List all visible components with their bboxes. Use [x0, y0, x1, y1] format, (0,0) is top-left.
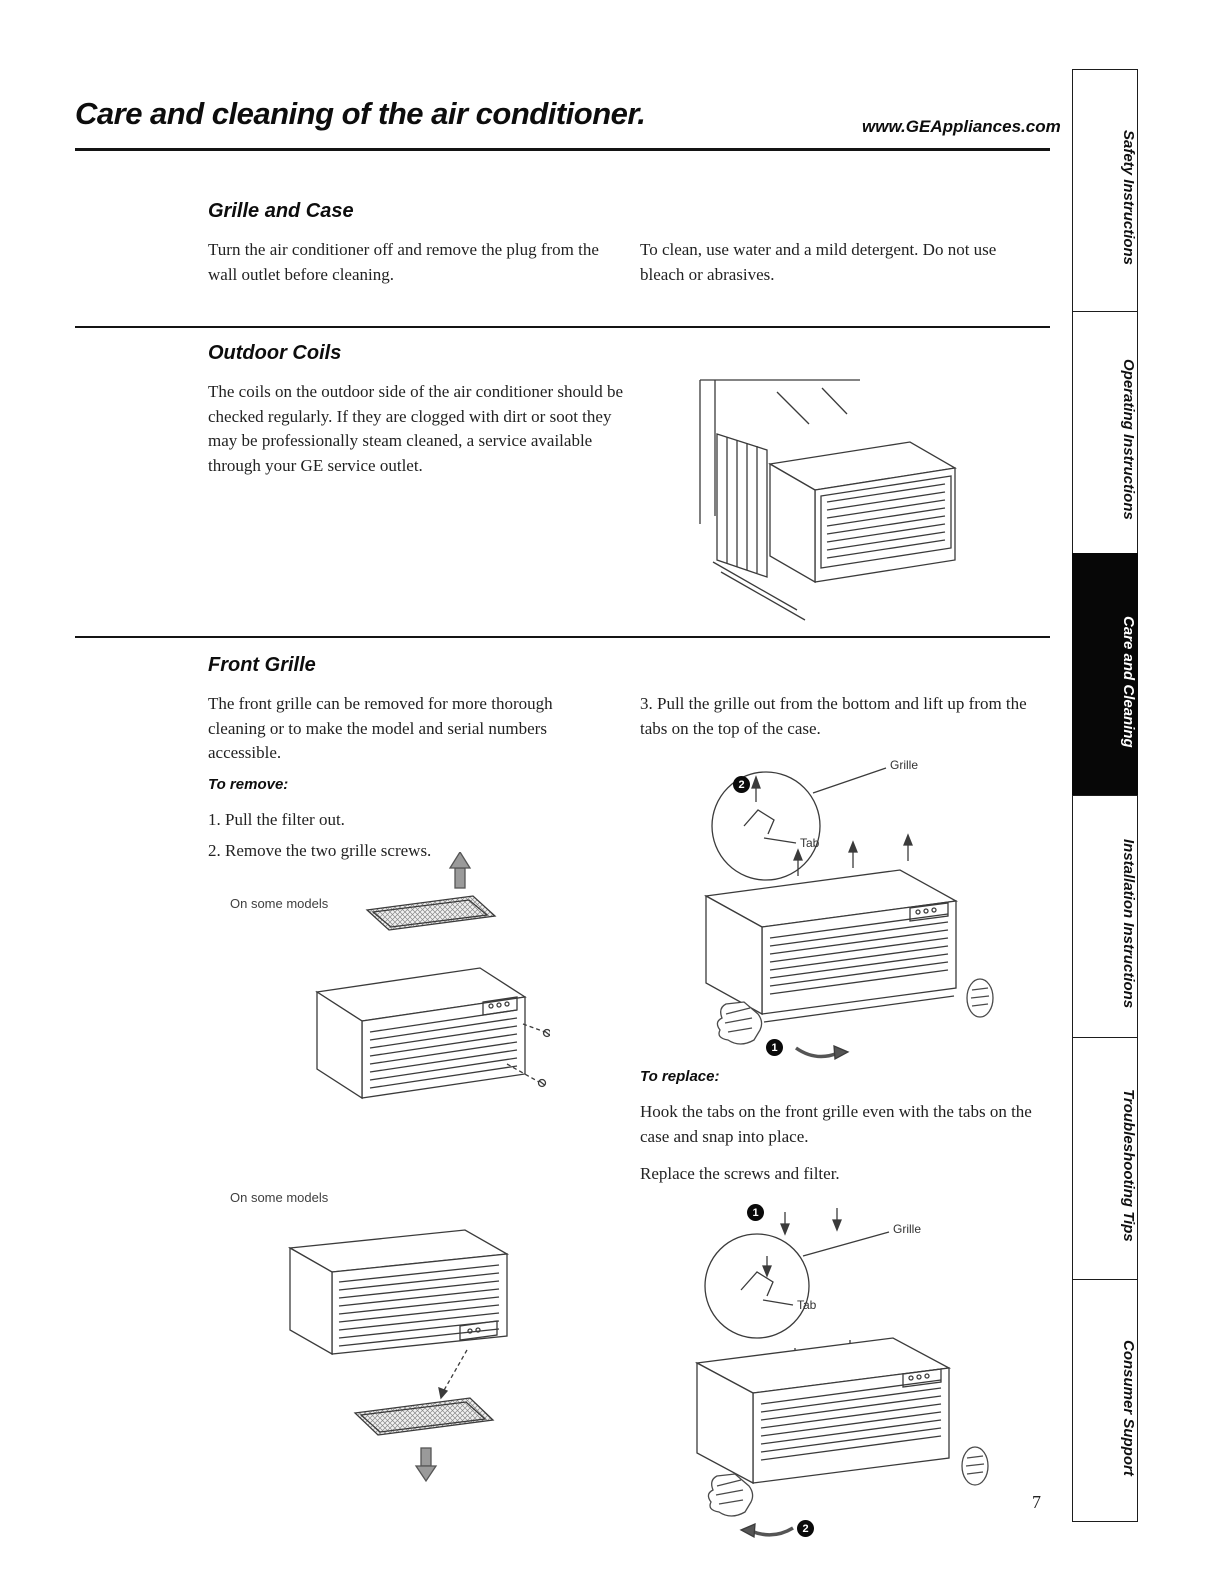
page-number: 7 [1032, 1492, 1041, 1512]
grille-callout-label-1: Grille [890, 758, 919, 772]
outdoor-coils-text: The coils on the outdoor side of the air conditioner should be checked regularly. If they are clogged with dirt or soot they may be professionally steam cleaned, a service available through your GE service outlet. [208, 382, 623, 475]
to-remove-label: To remove: [208, 776, 289, 793]
section-divider-1 [75, 326, 1050, 328]
filter-below-illustration [235, 1208, 540, 1518]
step-badge-1-bottom: 1 [766, 1039, 783, 1056]
page-title: Care and cleaning of the air conditioner. [75, 96, 646, 131]
heading-outdoor-coils: Outdoor Coils [208, 342, 342, 364]
outdoor-coils-illustration [655, 372, 1015, 630]
on-some-models-note-2: On some models [230, 1190, 329, 1205]
section-divider-2 [75, 636, 1050, 638]
step-badge-2-top: 2 [733, 776, 750, 793]
sidebar-tab-care-and-cleaning: Care and Cleaning [1072, 553, 1138, 796]
front-grille-intro: The front grille can be removed for more thorough cleaning or to make the model and serial numbers accessible. [208, 694, 553, 763]
replace-text-1: Hook the tabs on the front grille even with the tabs on the case and snap into place. [640, 1102, 1032, 1146]
grille-replace-drawing [645, 1198, 1020, 1548]
remove-step-2: 2. Remove the two grille screws. [208, 840, 432, 860]
remove-step-1: 1. Pull the filter out. [208, 810, 345, 829]
replace-text-2: Replace the screws and filter. [640, 1164, 840, 1183]
step-badge-1-top: 1 [747, 1204, 764, 1221]
heading-front-grille: Front Grille [208, 654, 316, 676]
sidebar-tab-operating-instructions: Operating Instructions [1072, 311, 1138, 554]
step-badge-2-bottom: 2 [797, 1520, 814, 1537]
grille-callout-label-2: Grille [893, 1222, 922, 1236]
front-grille-step3: 3. Pull the grille out from the bottom and lift up from the tabs on the top of the case. [640, 694, 1027, 738]
grille-pull-drawing [648, 746, 1020, 1071]
tab-callout-label-1: Tab [800, 836, 820, 850]
to-replace-label: To replace: [640, 1068, 720, 1085]
window-ac-unit-drawing [655, 372, 1015, 630]
sidebar-tab-troubleshooting-tips: Troubleshooting Tips [1072, 1037, 1138, 1280]
grille-case-text-col1: Turn the air conditioner off and remove the plug from the wall outlet before cleaning. [208, 240, 599, 284]
website-url: www.GEAppliances.com [862, 117, 1061, 136]
title-rule [75, 148, 1050, 151]
on-some-models-note-1: On some models [230, 896, 329, 911]
grille-case-text-col2: To clean, use water and a mild detergent. Do not use bleach or abrasives. [640, 240, 997, 284]
grille-replace-illustration [645, 1198, 1020, 1548]
filter-removal-illustration [255, 852, 550, 1147]
heading-grille-and-case: Grille and Case [208, 200, 354, 222]
sidebar-tab-safety-instructions: Safety Instructions [1072, 69, 1138, 312]
grille-pull-illustration [648, 746, 1020, 1071]
section-tab-sidebar [1072, 70, 1138, 1522]
sidebar-tab-consumer-support: Consumer Support [1072, 1279, 1138, 1522]
sidebar-tab-installation-instructions: Installation Instructions [1072, 795, 1138, 1038]
ac-with-filter-drawing [255, 852, 550, 1147]
ac-filter-below-drawing [235, 1208, 540, 1518]
tab-callout-label-2: Tab [797, 1298, 817, 1312]
